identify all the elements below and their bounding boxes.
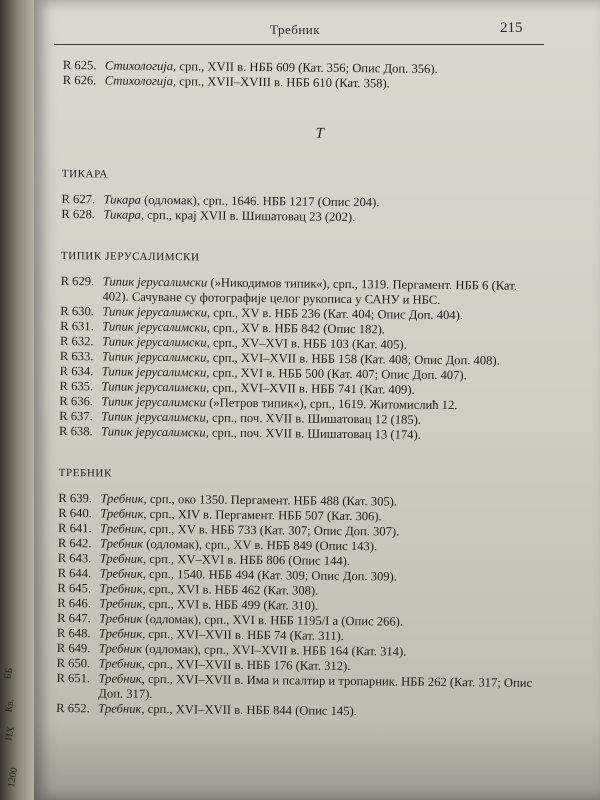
entry-details: (одломак), срп., 1646. НББ 1217 (Опис 204). [140,192,380,210]
entry-details: срп., XVI–XVII в. НББ 741 (Кат. 409). [209,380,415,397]
entry-title: Требник, [98,701,145,716]
entry-details: срп., XV в. НББ 842 (Опис 182). [209,320,386,337]
entry-title: Типик јерусалимски, [101,349,210,365]
entry-number: R 631. [60,318,94,334]
entry-title: Требник, [100,521,147,536]
entry-title: Требник, [100,491,147,506]
left-page-fragment: Кв. [3,697,17,714]
entry-details: срп., крај XVII в. Шишатовац 23 (202). [143,207,356,225]
entry-details: срп., XVII в. НББ 609 (Кат. 356; Опис Доп. 356). [176,59,438,76]
entry-number: R 649. [56,640,91,656]
entry-title: Типик јерусалимски, [102,304,211,320]
entry-number: R 641. [58,520,92,536]
entry-title: Требник, [99,566,147,581]
left-page-fragment: ББ [2,666,16,681]
entry-details: срп., XVII–XVIII в. НББ 610 (Кат. 358). [176,74,390,91]
running-header [34,20,600,42]
entry-number: R 630. [60,303,95,319]
entry-title: Типик јерусалимски [101,394,207,410]
entry-number: R 640. [58,505,92,521]
left-page-fragment: ИХ [3,725,17,742]
entry-details: срп., XVI–XVII в. НББ 844 (Опис 145). [144,701,357,719]
entry-title: Тикара, [103,207,145,222]
entry-details: (одломак), срп., XVI в. НББ 1195/I a (Опис 266). [142,611,404,629]
entry-details: (»Петров типик«), срп., 1619. Житомислић 12. [205,395,458,413]
entry-title: Требник, [99,581,146,596]
entry-title: Требник [98,641,143,656]
entry-title: Требник, [99,596,146,611]
entry-title: Требник, [98,656,146,671]
entry-number: R 629. [60,273,95,289]
entry-number: R 647. [57,610,91,626]
entry-number: R 646. [57,595,91,611]
entry-details: срп., XVI–XVII в. Има и псалтир и тропарник. НББ 262 (Кат. 317; Опис Доп. 317). [98,671,533,701]
left-page-fragment: 1200 [5,766,21,789]
entry-details: срп., XVI–XVII в. НББ 176 (Кат. 312). [144,656,351,674]
entry-number: R 633. [59,348,94,364]
entry-number: R 638. [59,423,93,439]
entry-details: срп., XV в. НББ 236 (Кат. 404; Опис Доп. 404). [210,305,464,323]
entry-number: R 628. [61,206,96,222]
entry-title: Требник [99,536,144,551]
entry-number: R 648. [56,625,91,641]
entry-details: (одломак), срп., XVI–XVII в. НББ 164 (Кат. 314). [141,641,407,659]
entry-details: срп., поч. XVII в. Шишатовац 12 (185). [208,410,422,427]
entry-number: R 627. [61,191,96,207]
book-page [34,0,600,800]
entry-number: R 652. [56,700,90,716]
entry-title: Типик јерусалимски, [101,379,210,395]
entry-number: R 634. [59,363,94,379]
entry-title: Типик јерусалимски, [101,334,210,350]
header-rule [54,44,544,45]
entry-details: срп., XIV в. Пергамент. НББ 507 (Кат. 306). [146,506,382,524]
running-title: Требник [270,22,321,37]
section-heading: ТИПИК ЈЕРУСАЛИМСКИ [60,249,200,264]
entry-details: срп., XVI в. НББ 499 (Кат. 310). [145,596,319,613]
entry-details: (одломак), срп., XV в. НББ 849 (Опис 143). [143,536,378,554]
entry-details: срп., XVI–XVII в. НББ 158 (Кат. 408; Опис Доп. 408). [209,350,500,368]
entry-title: Требник, [99,551,147,566]
entry-title: Тикара [103,192,142,207]
entry-details: срп., XVI в. НББ 500 (Кат. 407; Опис Доп. 407). [209,365,467,383]
entry-title: Требник, [98,626,146,641]
entry-number: R 637. [59,408,93,424]
entry-number: R 645. [57,580,92,596]
letter-heading: T [315,125,324,142]
page-number: 215 [500,20,523,36]
entry-number: R 643. [57,550,92,566]
entry-number: R 636. [59,393,94,409]
entry-number: R 651. [56,670,91,686]
entry-title: Стихологија, [104,58,177,74]
entry-title: Типик јерусалимски, [102,319,211,335]
entry-number: R 642. [57,535,92,551]
entry-number: R 639. [58,490,93,506]
entry-number: R 625. [62,58,97,73]
entry-details: срп., XVI в. НББ 462 (Кат. 308). [145,581,319,598]
entry-details: срп., XV–XVI в. НББ 103 (Кат. 405). [209,335,407,352]
entry-number: R 644. [57,565,92,581]
entry-details: срп., 1540. НББ 494 (Кат. 309; Опис Доп. 309). [145,566,398,584]
entry-number: R 626. [62,72,97,88]
entry-title: Типик јерусалимски, [101,424,209,440]
entry-details: срп., око 1350. Пергамент. НББ 488 (Кат. 305). [146,491,398,509]
entry-title: Типик јерусалимски, [101,364,210,380]
entry-number: R 632. [59,333,94,349]
entry-number: R 650. [56,655,91,671]
entry-title: Типик јерусалимски [102,274,208,290]
entry-title: Стихологија, [104,73,177,89]
section-heading: ТИКАРА [61,167,109,181]
left-page-edge [0,0,34,800]
entry-details: срп., XV в. НББ 733 (Кат. 307; Опис Доп. 307). [146,521,400,539]
page-content [56,58,548,721]
entry-title: Требник, [100,506,147,521]
entry-title: Типик јерусалимски, [101,409,210,425]
section-heading: ТРЕБНИК [58,466,113,480]
entry-details: срп., XV–XVI в. НББ 806 (Опис 144). [146,551,351,569]
entry-title: Требник [99,611,143,626]
entry-details: (»Никодимов типик«), срп., 1319. Пергамент. НББ 6 (Кат. 402). Сачуване су фотографије целог рукописа у САНУ и НБС. [102,275,518,307]
entry-number: R 635. [59,378,94,394]
entry-details: срп., XVI–XVII в. НББ 74 (Кат. 311). [145,626,345,643]
entry-details: срп., поч. XVII в. Шишатовац 13 (174). [208,425,421,442]
entry-title: Требник, [98,671,145,686]
